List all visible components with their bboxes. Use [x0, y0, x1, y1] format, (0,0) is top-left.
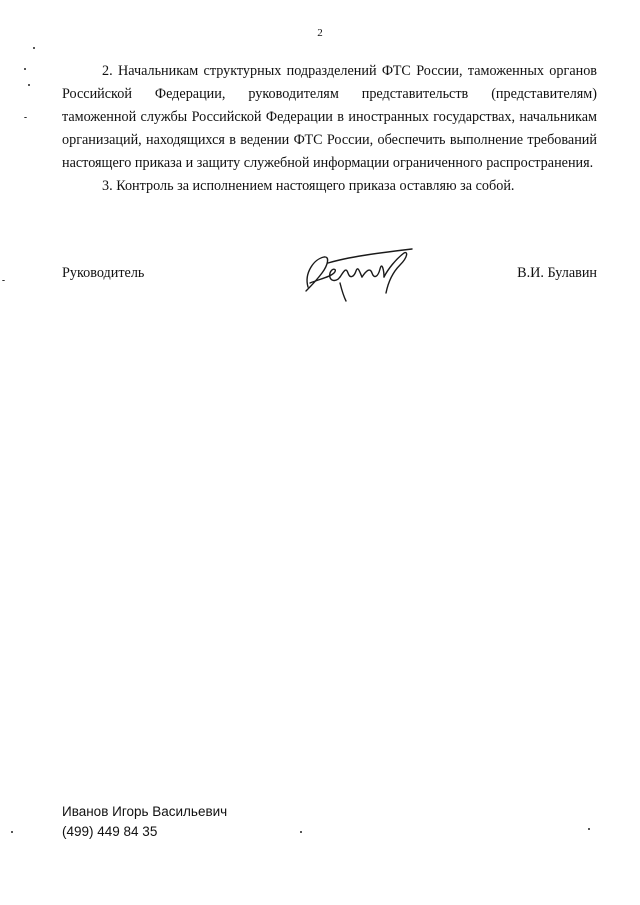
scan-speck: [11, 831, 13, 833]
scan-speck: [300, 831, 302, 833]
signatory-name: В.И. Булавин: [517, 265, 597, 281]
scan-speck: [24, 68, 26, 70]
paragraph-2: 2. Начальникам структурных подразделений ФТС России, таможенных органов Российской Федерации, руководителям представительств (представителям) таможенной службы Российской Федерации в иностранных государствах, начальникам организаций, находящихся в ведении ФТС России, обеспечить выполнение требований настоящего приказа и защиту служебной информации ограниченного распространения.: [62, 63, 597, 171]
handwritten-signature: [300, 243, 418, 303]
scan-speck: [2, 280, 5, 281]
executor-info: [62, 802, 227, 842]
scan-speck: [33, 47, 35, 49]
scan-speck: [28, 84, 30, 86]
scan-speck: [24, 117, 27, 118]
signatory-role: Руководитель: [62, 265, 145, 281]
executor-name: Иванов Игорь Васильевич: [62, 804, 228, 819]
executor-phone: (499) 449 84 35: [62, 824, 158, 839]
page-number: 2: [317, 27, 323, 39]
scan-speck: [588, 828, 590, 830]
paragraph-3: 3. Контроль за исполнением настоящего приказа оставляю за собой.: [102, 178, 515, 194]
document-body: [62, 60, 597, 198]
